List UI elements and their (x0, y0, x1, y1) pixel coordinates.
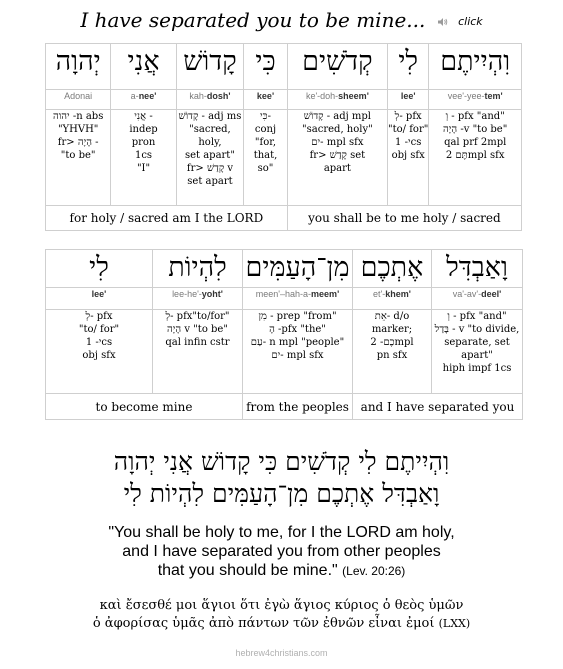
grammar-line: marker; (371, 324, 413, 335)
transliteration (387, 90, 428, 110)
english-phrase: to become mine (46, 394, 243, 420)
grammar-line: obj sfx (82, 350, 116, 361)
translit-stress: tem' (484, 91, 503, 101)
word-table-2 (45, 249, 523, 420)
grammar-notes (287, 110, 387, 206)
transliteration (243, 288, 353, 310)
english-quote (0, 523, 563, 581)
hebrew-word: אֶתְכֶם (353, 250, 432, 288)
english-phrase: and I have separated you (353, 394, 523, 420)
translit-stress: dosh' (206, 91, 231, 101)
hebrew-word: אֲנִי (111, 44, 176, 90)
grammar-line: ים- mpl sfx (271, 350, 324, 361)
grammar-line: י- 1cs (85, 337, 113, 348)
audio-click-link[interactable]: click (458, 15, 483, 28)
grammar-line: apart (323, 163, 351, 174)
grammar-line: fr> קָדַשׁ v (186, 163, 234, 174)
greek-lxx-text (0, 597, 563, 633)
page-title (0, 8, 563, 32)
translit-stress: khem' (385, 289, 411, 299)
translit-stress: lee' (400, 91, 416, 101)
speaker-icon[interactable] (438, 17, 448, 27)
hebrew-word: יְהוָה (46, 44, 111, 90)
grammar-line: indep (129, 124, 158, 135)
transliteration (244, 90, 288, 110)
quote-line: "You shall be holy to me, for I the LORD am holy, (108, 524, 455, 541)
grammar-notes (46, 110, 111, 206)
grammar-line: אֵת- d/o (374, 311, 410, 322)
english-phrase: for holy / sacred am I the LORD (46, 206, 288, 231)
grammar-line: קָדוֹשׁ - adj mpl (303, 111, 372, 122)
hebrew-verse-line: וִהְיִיתֶם לִי קְדֹשִׁים כִּי קָדוֹשׁ אֲנִי יְהוָה (113, 447, 450, 476)
grammar-line: pn sfx (376, 350, 408, 361)
grammar-line: עַם- n mpl "people" (250, 337, 345, 348)
grammar-line: fr> קָדַשׁ set (309, 150, 366, 161)
grammar-line: הָיָה -v "to be" (443, 124, 508, 135)
hebrew-word: וָאַבְדִּל (432, 250, 523, 288)
grammar-notes (46, 310, 153, 394)
grammar-line: הָיָה v "to be" (167, 324, 228, 335)
grammar-line: so" (257, 163, 274, 174)
word-table-1 (45, 43, 522, 231)
grammar-line: תֶּם 2mpl sfx (445, 150, 505, 161)
translit-stress: lee' (91, 289, 107, 299)
translit-text: kah- (189, 91, 207, 101)
grammar-notes (176, 110, 244, 206)
grammar-line: "sacred, holy" (302, 124, 373, 135)
grammar-line: מִן - prep "from" (258, 311, 337, 322)
hebrew-verse-line: וָאַבְדִּל אֶתְכֶם מִן־הָעַמִּים לִהְיוֹת לִי (123, 479, 440, 508)
site-footer[interactable]: hebrew4christians.com (235, 648, 328, 658)
transliteration: Adonai (46, 90, 111, 110)
english-phrase: from the peoples (243, 394, 353, 420)
translit-text: meen'–hah-a- (255, 289, 312, 299)
hebrew-word: לִהְיוֹת (153, 250, 243, 288)
translit-text: ke'-doh- (305, 91, 339, 101)
translit-text: et'- (373, 289, 386, 299)
translit-text: lee-he'- (172, 289, 202, 299)
transliteration (432, 288, 523, 310)
grammar-notes (244, 110, 288, 206)
quote-line: that you should be mine." (157, 562, 338, 579)
grammar-line: "YHVH" (57, 124, 99, 135)
grammar-line: בָּדַל - v "to divide, (434, 324, 520, 335)
transliteration (46, 288, 153, 310)
grammar-line: לְ- pfx (85, 311, 113, 322)
hebrew-word: קְדֹשִׁים (287, 44, 387, 90)
translit-text: vee'-yee- (447, 91, 485, 101)
grammar-line: conj (254, 124, 277, 135)
translit-text: va'-av'- (452, 289, 482, 299)
grammar-line: אֲנִי - (134, 111, 153, 122)
lxx-reference: (LXX) (438, 617, 471, 630)
grammar-line: "sacred, holy, (189, 124, 231, 148)
grammar-line: לְ- pfx (394, 111, 422, 122)
transliteration (429, 90, 522, 110)
grammar-line: לְ- pfx"to/for" (165, 311, 230, 322)
grammar-line: "to/ for" (388, 124, 429, 135)
grammar-line: "to be" (60, 150, 96, 161)
grammar-notes (111, 110, 176, 206)
grammar-line: qal prf 2mpl (444, 137, 507, 148)
grammar-line: qal infin cstr (165, 337, 230, 348)
translit-stress: deel' (481, 289, 502, 299)
translit-stress: kee' (256, 91, 275, 101)
grammar-line: "to/ for" (78, 324, 120, 335)
grammar-line: "I" (136, 163, 151, 174)
translit-stress: sheem' (338, 91, 369, 101)
grammar-line: set apart" (184, 150, 235, 161)
grammar-line: יהוה -n abs (52, 111, 104, 122)
grammar-line: כֶם- 2mpl (370, 337, 414, 348)
grammar-line: set apart (187, 176, 233, 187)
grammar-notes (353, 310, 432, 394)
grammar-line: pron (131, 137, 156, 148)
transliteration (176, 90, 244, 110)
translit-stress: nee' (138, 91, 157, 101)
grammar-notes (153, 310, 243, 394)
transliteration (287, 90, 387, 110)
grammar-line: hiph impf 1cs (442, 363, 512, 374)
grammar-line: 1cs (134, 150, 153, 161)
grammar-line: הָ -pfx "the" (269, 324, 326, 335)
grammar-line: separate, set apart" (444, 337, 510, 361)
title-text: I have separated you to be mine... (80, 8, 426, 32)
grammar-line: that, (253, 150, 278, 161)
grammar-line: "for, (254, 137, 277, 148)
grammar-notes (243, 310, 353, 394)
quote-line: and I have separated you from other peoples (122, 543, 441, 560)
hebrew-word: לִי (46, 250, 153, 288)
hebrew-word: כִּי (244, 44, 288, 90)
grammar-line: fr> הָיָה - (57, 137, 99, 148)
grammar-line: כִּי- (260, 111, 271, 122)
grammar-line: obj sfx (391, 150, 425, 161)
hebrew-word: מִן־הָעַמִּים (243, 250, 353, 288)
grammar-notes (429, 110, 522, 206)
transliteration (111, 90, 176, 110)
grammar-line: וְ - pfx "and" (445, 111, 505, 122)
hebrew-word: לִי (387, 44, 428, 90)
transliteration (153, 288, 243, 310)
hebrew-word: וִהְיִיתֶם (429, 44, 522, 90)
grammar-line: ים- mpl sfx (311, 137, 364, 148)
hebrew-word: קָדוֹשׁ (176, 44, 244, 90)
translit-text: a- (130, 91, 139, 101)
grammar-notes (387, 110, 428, 206)
grammar-line: י- 1cs (395, 137, 422, 148)
english-phrase: you shall be to me holy / sacred (287, 206, 521, 231)
translit-stress: meem' (311, 289, 340, 299)
grammar-line: וְ - pfx "and" (447, 311, 507, 322)
greek-line: ὁ ἀφορίσας ὑμᾶς ἀπὸ πάντων τῶν ἐθνῶν εἶναι ἐμοί (92, 616, 435, 631)
verse-reference: (Lev. 20:26) (342, 564, 406, 578)
grammar-notes (432, 310, 523, 394)
greek-line: καὶ ἔσεσθέ μοι ἅγιοι ὅτι ἐγὼ ἅγιος κύριος ὁ θεὸς ὑμῶν (99, 598, 464, 613)
translit-stress: yoht' (201, 289, 223, 299)
grammar-line: קָדוֹשׁ - adj ms (178, 111, 242, 122)
transliteration (353, 288, 432, 310)
